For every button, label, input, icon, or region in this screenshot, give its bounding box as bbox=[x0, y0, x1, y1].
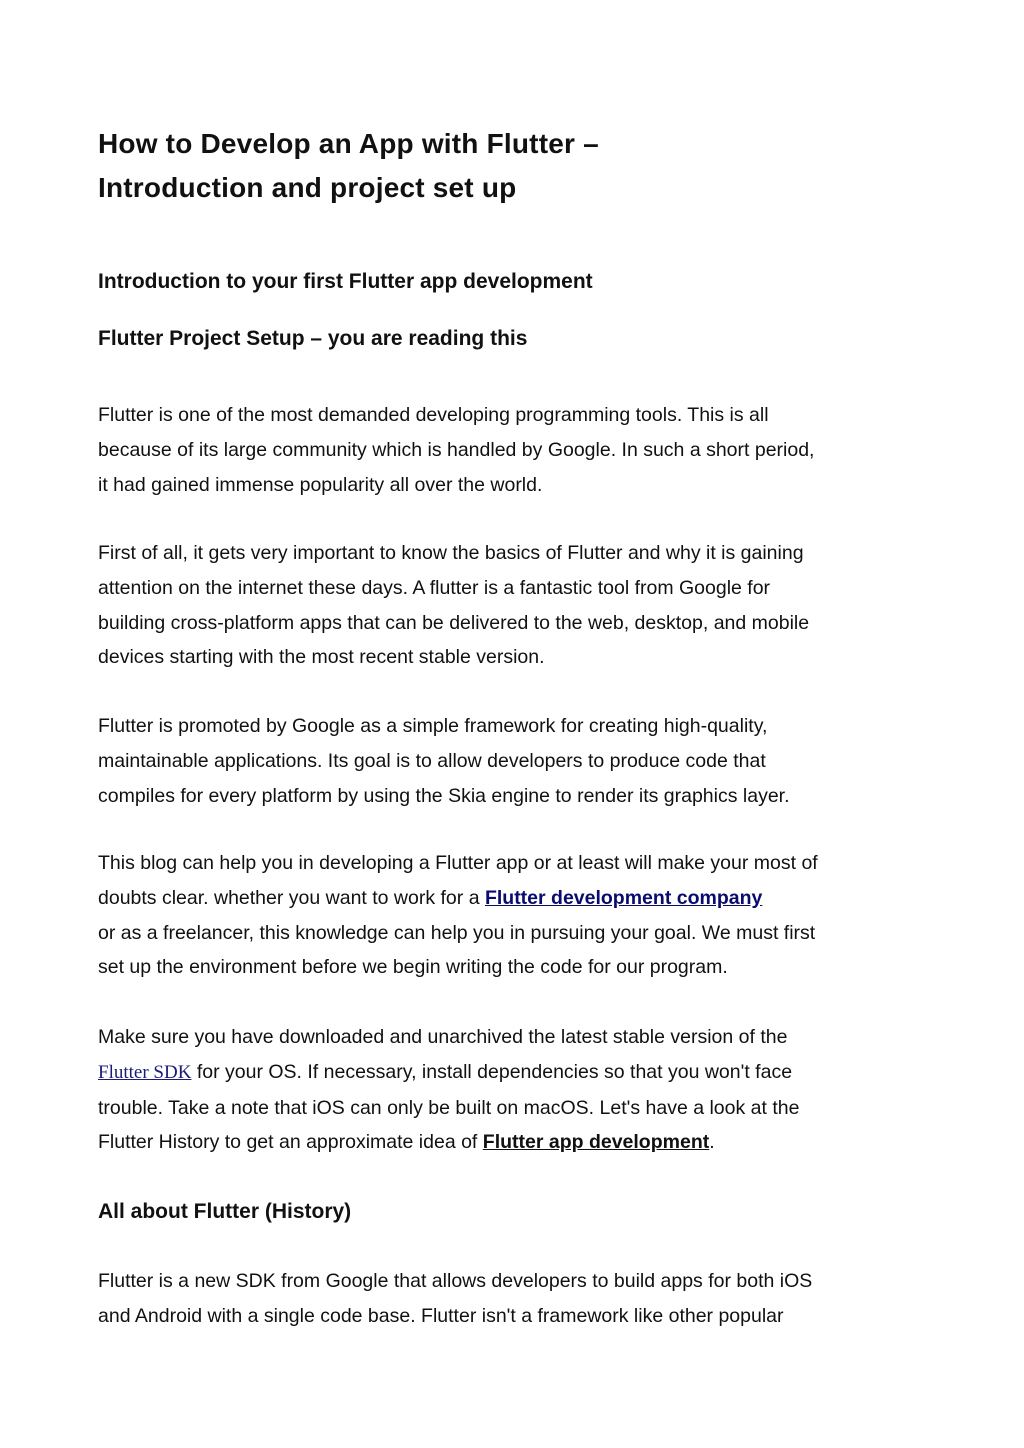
paragraph-2: First of all, it gets very important to know the basics of Flutter and why it is gaining attention on the internet these days. A flutter is a fantastic tool from Google for building cross-platform apps that can be delivered to the web, desktop, and mobile devices starting with the most recent stable version. bbox=[98, 542, 810, 669]
toc-item-introduction: Introduction to your first Flutter app development bbox=[98, 270, 593, 293]
toc-item-project-setup: Flutter Project Setup – you are reading this bbox=[98, 327, 528, 350]
title-line-1: How to Develop an App with Flutter – bbox=[98, 128, 599, 159]
paragraph-1: Flutter is one of the most demanded developing programming tools. This is all because of its large community which is handled by Google. In such a short period, it had gained immense popularity all over the world. bbox=[98, 404, 815, 496]
title-line-2: Introduction and project set up bbox=[98, 172, 517, 203]
document-title bbox=[98, 122, 599, 210]
flutter-development-company-link[interactable]: Flutter development company bbox=[484, 886, 763, 909]
paragraph-6: Flutter is a new SDK from Google that allows developers to build apps for both iOS and Android with a single code base. Flutter isn't a framework like other popular bbox=[98, 1270, 813, 1327]
paragraph-4: This blog can help you in developing a Flutter app or at least will make your most of doubts clear. whether you want to work for a Flutter development company or as a freelancer, this knowledge can help you in pursuing your goal. We must first set up the environment before we begin writing the code for our program. bbox=[98, 852, 818, 979]
flutter-app-development-link[interactable]: Flutter app development bbox=[482, 1131, 710, 1154]
flutter-sdk-link[interactable]: Flutter SDK bbox=[98, 1061, 192, 1083]
section-heading-history: All about Flutter (History) bbox=[98, 1200, 352, 1223]
paragraph-3: Flutter is promoted by Google as a simple framework for creating high-quality, maintainable applications. Its goal is to allow developers to produce code that compiles for every platform by using the Skia engine to render its graphics layer. bbox=[98, 715, 790, 807]
paragraph-5: Make sure you have downloaded and unarchived the latest stable version of the Flutter SDK for your OS. If necessary, install dependencies so that you won't face trouble. Take a note that iOS can only be built on macOS. Let's have a look at the Flutter History to get an approximate idea of Flutter app development. bbox=[98, 1026, 800, 1154]
